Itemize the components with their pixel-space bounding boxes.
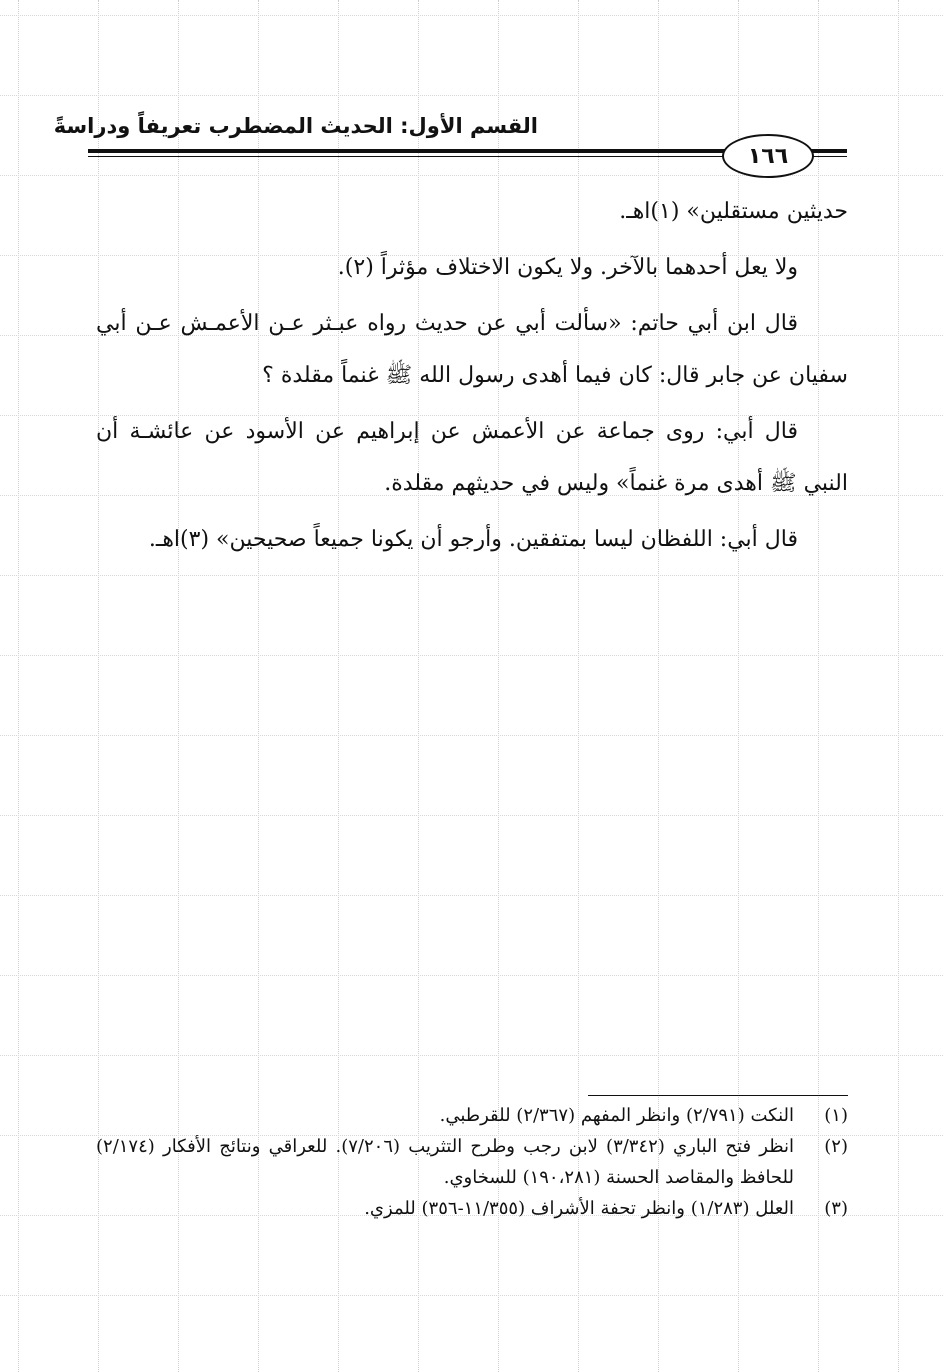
footnote bbox=[96, 1131, 848, 1193]
paragraph: قال أبي: روى جماعة عن الأعمش عن إبراهيم عن الأسود عن عائشـة أن النبي ﷺ أهدى مرة غنماً» وليس في حديثهم مقلدة. bbox=[96, 419, 848, 496]
body-text bbox=[96, 186, 848, 570]
paragraph: حديثين مستقلين» (١)اهـ. bbox=[619, 199, 848, 224]
page-number: ١٦٦ bbox=[722, 134, 814, 178]
footnote-number: (٣) bbox=[824, 1198, 848, 1219]
footnote bbox=[96, 1100, 848, 1131]
footnote-text: النكت (٢/٧٩١) وانظر المفهم (٢/٣٦٧) للقرطبي. bbox=[439, 1105, 794, 1126]
footnote-separator bbox=[588, 1095, 848, 1096]
footnote bbox=[96, 1193, 848, 1224]
paragraph: قال ابن أبي حاتم: «سألت أبي عن حديث رواه عبـثر عـن الأعمـش عـن أبي سفيان عن جابر قال: كان فيما أهدى رسول الله ﷺ غنماً مقلدة ؟ bbox=[96, 311, 848, 388]
paragraph: ولا يعل أحدهما بالآخر. ولا يكون الاختلاف مؤثراً (٢). bbox=[337, 255, 798, 280]
paragraph: قال أبي: اللفظان ليسا بمتفقين. وأرجو أن يكونا جميعاً صحيحين» (٣)اهـ. bbox=[148, 527, 798, 552]
footnote-number: (٢) bbox=[824, 1136, 848, 1157]
footnote-text: العلل (١/٢٨٣) وانظر تحفة الأشراف (١١/٣٥٥-٣٥٦) للمزي. bbox=[364, 1198, 794, 1219]
footnote-text: انظر فتح الباري (٣/٣٤٢) لابن رجب وطرح التثريب (٧/٢٠٦). للعراقي ونتائج الأفكار (٢/١٧٤) للحافظ والمقاصد الحسنة (١٩٠،٢٨١) للسخاوي. bbox=[96, 1136, 794, 1188]
running-header-title: القسم الأول: الحديث المضطرب تعريفاً ودراسةً bbox=[53, 114, 538, 138]
footnotes bbox=[96, 1100, 848, 1224]
footnote-number: (١) bbox=[824, 1105, 848, 1126]
